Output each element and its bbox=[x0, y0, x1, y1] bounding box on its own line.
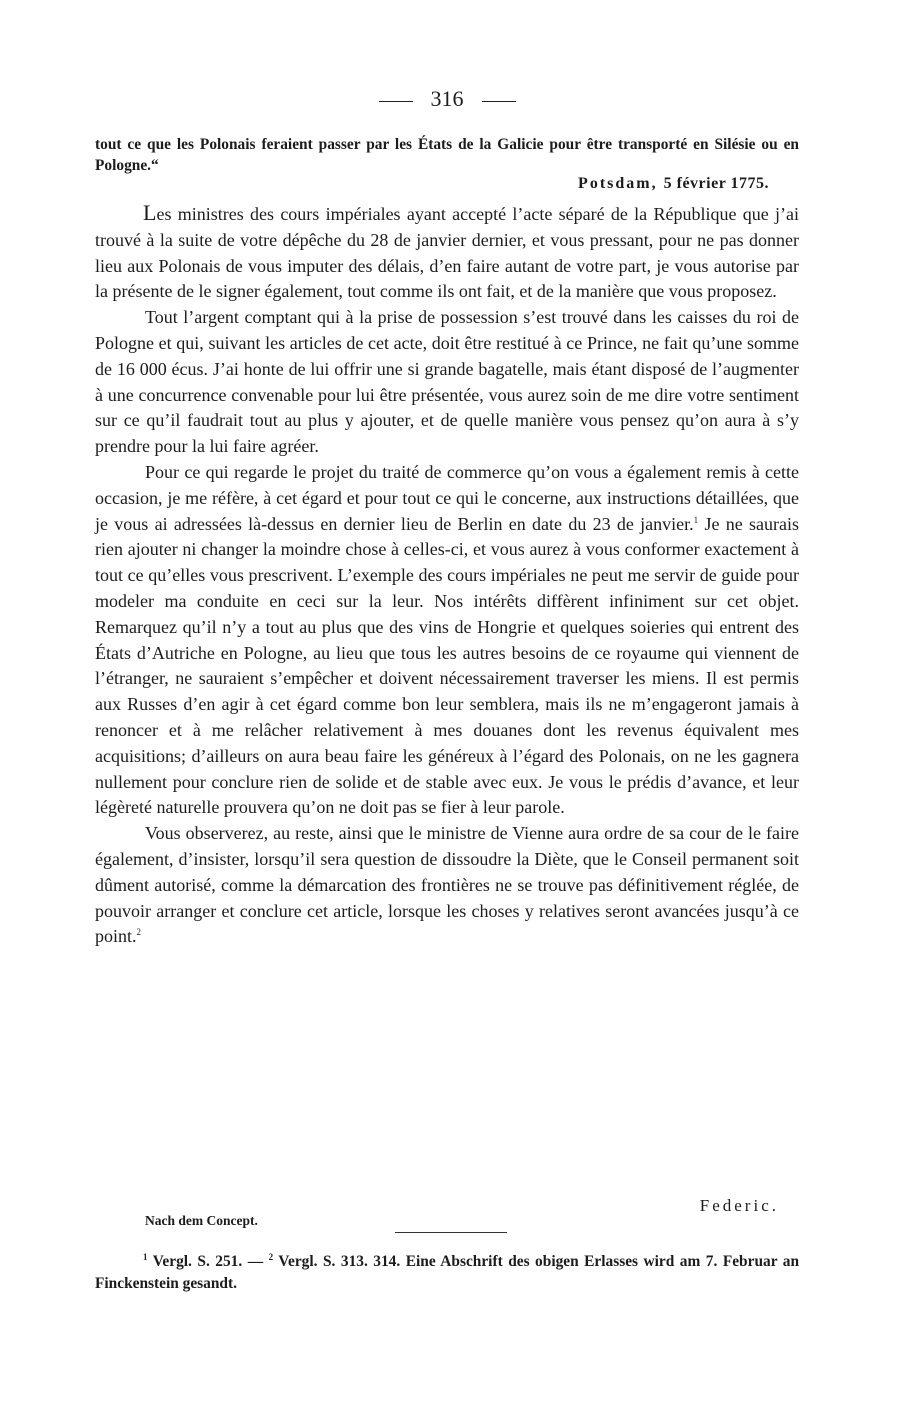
page-header bbox=[95, 86, 799, 112]
dateline-place: Potsdam, bbox=[578, 175, 658, 192]
paragraph-4-text: Vous observerez, au reste, ainsi que le ministre de Vienne aura ordre de sa cour de le faire également, d’insister, lorsqu’il sera question de dissoudre la Diète, que le Conseil permanent soit dûment autorisé, comme la démarcation des frontières ne se trouve pas définitivement réglée, de pouvoir arranger et conclure cet article, lorsque les choses y relatives seront avancées jusqu’à ce point. bbox=[95, 823, 799, 947]
source-note: Nach dem Concept. bbox=[145, 1213, 258, 1228]
paragraph-1-text: es ministres des cours impériales ayant accepté l’acte séparé de la République que j’ai trouvé à la suite de votre dépêche du 28 de janvier dernier, et vous pressant, pour ne pas donner lieu aux Polonais de vous imputer des délais, d’en faire autant de votre part, je vous autorise par la présente de le signer également, tout comme ils ont fait, et de la manière que vous proposez. bbox=[95, 204, 799, 302]
footnote-ref-1: 1 bbox=[693, 514, 699, 525]
initial-letter: L bbox=[143, 200, 157, 225]
footnote-mark-2: 2 bbox=[268, 1251, 274, 1262]
letter-body bbox=[95, 200, 799, 950]
signature: Federic. bbox=[699, 1196, 779, 1215]
paragraph-4 bbox=[95, 821, 799, 950]
footnote-2-text: Vergl. S. 313. 314. Eine Abschrift des obigen Erlasses wird am 7. Februar an Finckenstein gesandt. bbox=[95, 1253, 800, 1292]
continuation-text: tout ce que les Polonais feraient passer par les États de la Galicie pour être transporté en Silésie ou en Pologne.“ bbox=[95, 136, 799, 174]
footnote-mark-1: 1 bbox=[143, 1251, 148, 1262]
header-rule-right bbox=[482, 101, 516, 102]
page-number: 316 bbox=[430, 86, 464, 111]
paragraph-2: Tout l’argent comptant qui à la prise de possession s’est trouvé dans les caisses du roi de Pologne et qui, suivant les articles de cet acte, doit être restitué à ce Prince, ne fait qu’une somme de 16 000 écus. J’ai honte de lui offrir une si grande bagatelle, mais étant disposé de l’augmenter à une concurrence convenable pour lui être présentée, vous aurez soin de me dire votre sentiment sur ce qu’il faudrait tout au plus y ajouter, et de quelle manière vous pensez qu’on aura à s’y prendre pour la lui faire agréer. bbox=[95, 307, 799, 457]
paragraph-3 bbox=[95, 460, 799, 821]
paragraph-3-text-b: Je ne saurais rien ajouter ni changer la moindre chose à celles-ci, et vous aurez à vous conformer exactement à tout ce qu’elles vous prescrivent. L’exemple des cours impériales ne peut me servir de guide pour modeler ma conduite en ceci sur la leur. Nos intérêts diffèrent infiniment sur cet objet. Remarquez qu’il n’y a tout au plus que des vins de Hongrie et quelques soieries qui entrent des États d’Autriche en Pologne, au lieu que tous les autres besoins de ce royaume qui viennent de l’étranger, ne sauraient s’empêcher et doivent nécessairement traverser les miens. Il est permis aux Russes d’en agir à cet égard comme bon leur semblera, mais ils ne m’engageront jamais à renoncer et à me relâcher relativement à mes douanes dont les revenus équivalent mes acquisitions; d’ailleurs on aura beau faire les généreux à l’égard des Polonais, on ne les gagnera nullement pour conclure rien de solide et de stable avec eux. Je vous le prédis d’avance, et leur légèreté naturelle prouvera qu’on ne doit pas se fier à leur parole. bbox=[95, 513, 800, 818]
footnote-1-text: Vergl. S. 251. — bbox=[147, 1253, 269, 1270]
paragraph-1 bbox=[95, 200, 799, 305]
footnotes bbox=[95, 1251, 799, 1295]
paragraph-3-text-a: Pour ce qui regarde le projet du traité de commerce qu’on vous a également remis à cette occasion, je me réfère, à cet égard et pour tout ce qui le concerne, aux instructions détaillées, que je vous ai adressées là-dessus en dernier lieu de Berlin en date du 23 de janvier. bbox=[95, 461, 799, 534]
dateline bbox=[578, 175, 769, 193]
header-rule-left bbox=[379, 101, 413, 102]
footnote-separator bbox=[395, 1232, 507, 1233]
dateline-date: 5 février 1775. bbox=[663, 175, 769, 192]
footnote-ref-2: 2 bbox=[136, 927, 142, 938]
